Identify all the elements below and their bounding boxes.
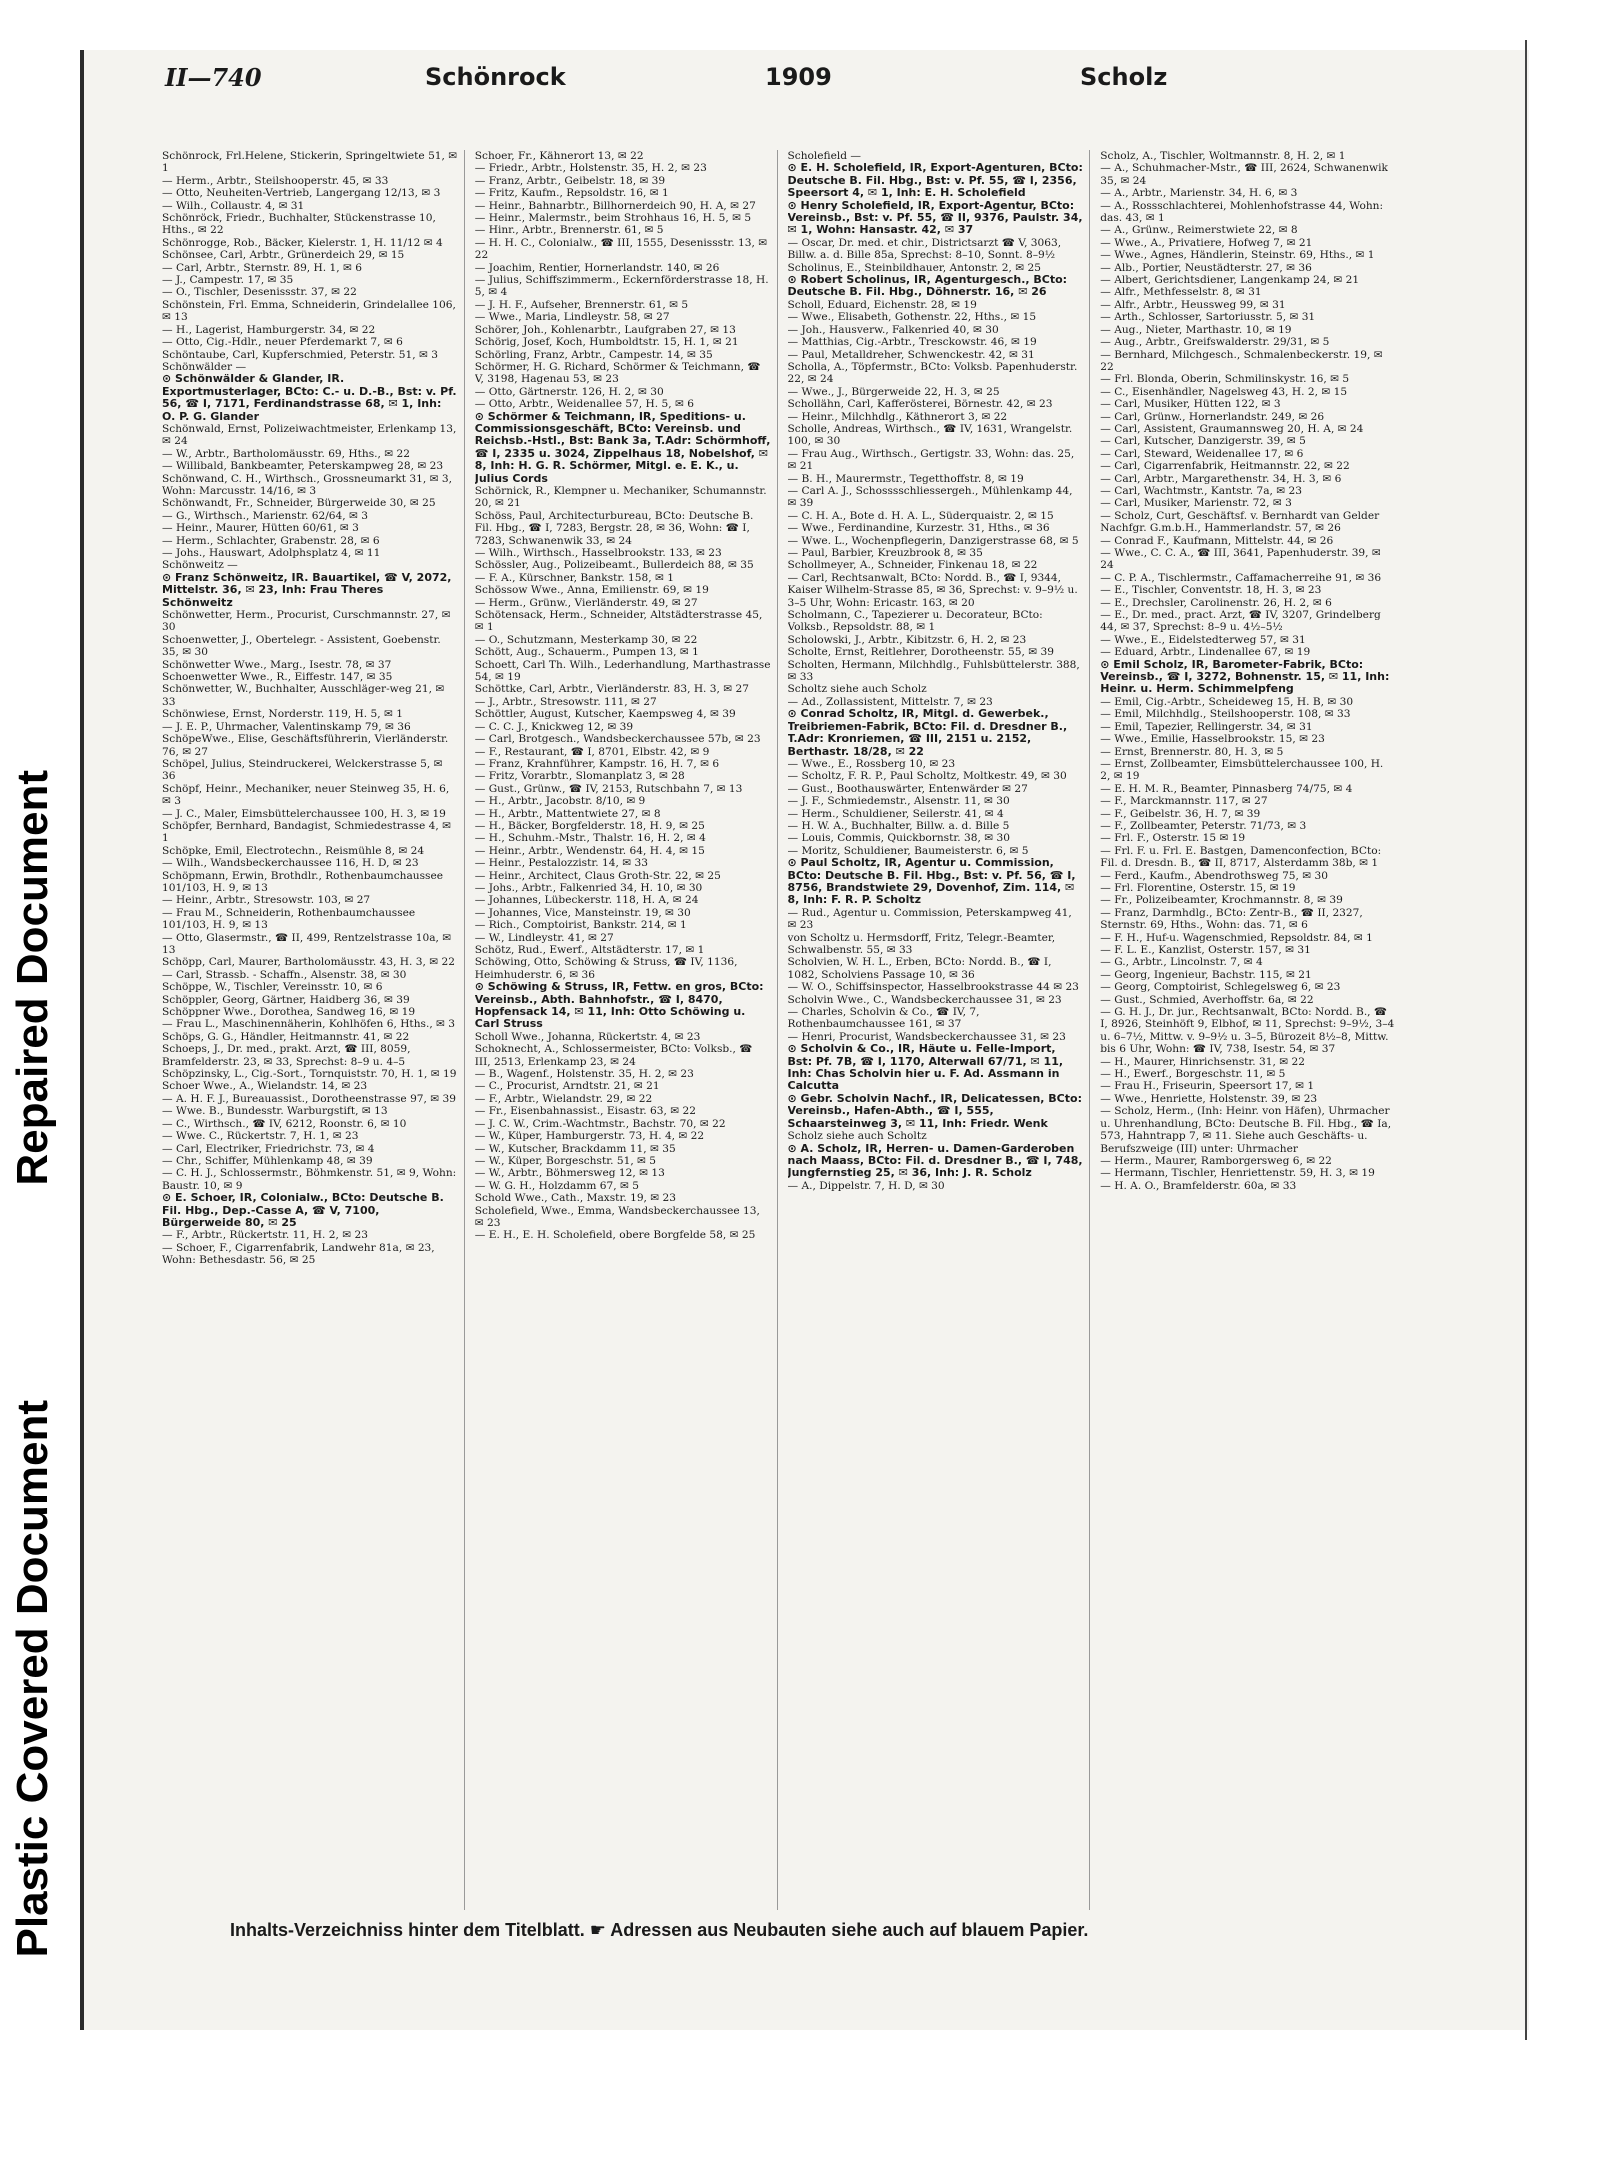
directory-entry: Scholte, Ernst, Reitlehrer, Dorotheenstr. 55, ✉ 39	[787, 646, 1054, 659]
directory-entry: — Fr., Polizeibeamter, Krochmannstr. 8, ✉ 39	[1100, 894, 1343, 907]
directory-entry: ⊙ Schöwing & Struss, IR, Fettw. en gros, BCto: Vereinsb., Abth. Bahnhofstr., ☎ I, 8470, Hopfensack 14, ✉ 11, Inh: Otto Schöwing u. Carl Struss	[474, 980, 764, 1031]
directory-entry: — A., Schuhmacher-Mstr., ☎ III, 2624, Schwanenwik 35, ✉ 24	[1100, 162, 1388, 187]
directory-entry: ⊙ Schörmer & Teichmann, IR, Speditions- u. Commissionsgeschäft, BCto: Vereinsb. und Reichsb.-Hstl., Bst: Bank 3a, T.Adr: Schörmhoff, ☎ I, 2335 u. 3024, Zippelhaus 18, Nobelshof, ✉ 8, Inh: H. G. R. Schörmer, Mitgl. e. E. K., u. Julius Cords	[474, 409, 771, 485]
directory-entry: ⊙ Paul Scholtz, IR, Agentur u. Commission, BCto: Deutsche B. Fil. Hbg., Bst: v. Pf. 56, ☎ I, 8756, Brandstwiete 29, Dovenhof, Zim. 114, ✉ 8, Inh: F. R. P. Scholtz	[787, 856, 1076, 907]
directory-entry: Schoer Wwe., A., Wielandstr. 14, ✉ 23	[162, 1080, 368, 1093]
directory-entry: Schöss, Paul, Architecturbureau, BCto: Deutsche B. Fil. Hbg., ☎ I, 7283, Bergstr. 28, ✉ 36, Wohn: ☎ I, 7283, Schwanenwik 33, ✉ 24	[474, 509, 754, 547]
directory-entry: — G. H. J., Dr. jur., Rechtsanwalt, BCto: Nordd. B., ☎ I, 8926, Steinhöft 9, Elbhof, ✉ 11, Sprechst: 9–9½, 3–4 u. 6–7½, Mittw. v. 9–9½ u. 3–5, Bürozeit 8½–8, Mittw. bis 6 Uhr, Wohn: ☎ IV, 738, Isestr. 54, ✉ 37	[1100, 1006, 1395, 1056]
directory-column	[475, 150, 778, 1910]
directory-entry: — E. H. M. R., Beamter, Pinnasberg 74/75, ✉ 4	[1100, 782, 1353, 795]
directory-entry: — G., Wirthsch., Marienstr. 62/64, ✉ 3	[162, 509, 368, 522]
directory-entry: — H. W. A., Buchhalter, Billw. a. d. Bille 5	[787, 819, 1010, 832]
directory-entry: — Carl, Musiker, Marienstr. 72, ✉ 3	[1100, 497, 1292, 510]
document-sidebar	[0, 40, 80, 2110]
directory-entry: — Ernst, Brennerstr. 80, H. 3, ✉ 5	[1100, 745, 1284, 758]
directory-entry: — Hermann, Tischler, Henriettenstr. 59, H. 3, ✉ 19	[1100, 1167, 1375, 1180]
directory-entry: Scholinus, E., Steinbildhauer, Antonstr. 2, ✉ 25	[787, 261, 1041, 274]
directory-entry: Schöpfer, Bernhard, Bandagist, Schmiedestrasse 4, ✉ 1	[162, 819, 451, 845]
directory-entry: Schönwetter, Herm., Procurist, Curschmannstr. 27, ✉ 30	[162, 609, 451, 634]
directory-entry: — Carl, Arbtr., Margarethenstr. 34, H. 3, ✉ 6	[1100, 472, 1342, 485]
directory-entry: Schönwald, Ernst, Polizeiwachtmeister, Erlenkamp 13, ✉ 24	[162, 422, 457, 448]
directory-entry: — Herm., Schlachter, Grabenstr. 28, ✉ 6	[162, 534, 380, 547]
directory-entry: — F., Arbtr., Wielandstr. 29, ✉ 22	[474, 1092, 653, 1105]
directory-entry: — Johannes, Vice, Mansteinstr. 19, ✉ 30	[474, 906, 691, 919]
directory-entry: — Ferd., Kaufm., Abendrothsweg 75, ✉ 30	[1100, 869, 1329, 882]
directory-entry: — J., Campestr. 17, ✉ 35	[162, 274, 294, 287]
directory-entry: — Frau M., Schneiderin, Rothenbaumchaussee 101/103, H. 9, ✉ 13	[162, 906, 416, 932]
directory-entry: Schoenwetter, J., Obertelegr. - Assistent, Goebenstr. 35, ✉ 30	[162, 633, 441, 659]
directory-entry: Scholtz siehe auch Scholz	[787, 683, 927, 696]
directory-entry: — Heinr., Maurer, Hütten 60/61, ✉ 3	[162, 522, 359, 535]
directory-entry: — Emil, Tapezier, Rellingerstr. 34, ✉ 31	[1100, 720, 1313, 733]
directory-entry: — J. C., Maler, Eimsbüttelerchaussee 100, H. 3, ✉ 19	[162, 807, 446, 820]
directory-entry: — E. H., E. H. Scholefield, obere Borgfelde 58, ✉ 25	[474, 1229, 756, 1242]
directory-entry: Schöpf, Heinr., Mechaniker, neuer Steinweg 35, H. 6, ✉ 3	[162, 782, 450, 808]
directory-entry: — Arth., Schlosser, Sartoriusstr. 5, ✉ 31	[1100, 311, 1316, 324]
directory-entry: Schönrogge, Rob., Bäcker, Kielerstr. 1, H. 11/12 ✉ 4	[162, 236, 443, 249]
directory-entry: — J. C. W., Crim.-Wachtmstr., Bachstr. 70, ✉ 22	[474, 1117, 726, 1130]
directory-entry: — Frau H., Friseurin, Speersort 17, ✉ 1	[1100, 1080, 1315, 1093]
directory-entry: — Albert, Gerichtsdiener, Langenkamp 24, ✉ 21	[1100, 274, 1360, 287]
directory-entry: Schöpke, Emil, Electrotechn., Reismühle 8, ✉ 24	[162, 844, 425, 857]
directory-entry: — Wwe., J., Bürgerweide 22, H. 3, ✉ 25	[787, 385, 1000, 398]
directory-entry: Schollähn, Carl, Kafferösterei, Börnestr. 42, ✉ 23	[787, 398, 1053, 411]
directory-entry: Schönsee, Carl, Arbtr., Grünerdeich 29, ✉ 15	[162, 249, 405, 262]
directory-entry: Schössow Wwe., Anna, Emilienstr. 69, ✉ 19	[474, 584, 709, 597]
directory-entry: — Wwe., Henriette, Holstenstr. 39, ✉ 23	[1100, 1092, 1318, 1105]
directory-entry: — Carl, Arbtr., Sternstr. 89, H. 1, ✉ 6	[162, 261, 362, 274]
directory-entry: — F. L. E., Kanzlist, Osterstr. 157, ✉ 31	[1100, 944, 1311, 956]
directory-entry: — Otto, Glasermstr., ☎ II, 499, Rentzelstrasse 10a, ✉ 13	[162, 931, 452, 956]
directory-entry: — Heinr., Milchhdlg., Käthnerort 3, ✉ 22	[787, 410, 1008, 423]
directory-entry: — H., Bäcker, Borgfelderstr. 18, H. 9, ✉ 25	[474, 819, 705, 832]
page-footer: Inhalts-Verzeichniss hinter dem Titelblatt. ☛ Adressen aus Neubauten siehe auch auf blauem Papier.	[230, 1920, 1089, 1940]
directory-entry: — Louis, Commis, Quickbornstr. 38, ✉ 30	[787, 832, 1010, 845]
directory-entry: — Rich., Comptoirist, Bankstr. 214, ✉ 1	[474, 919, 687, 932]
directory-entry: — C. C. J., Knickweg 12, ✉ 39	[474, 720, 634, 733]
directory-entry: — Carl, Strassb. - Schaffn., Alsenstr. 38, ✉ 30	[162, 968, 407, 981]
directory-entry: — F., Zollbeamter, Peterstr. 71/73, ✉ 3	[1100, 819, 1307, 832]
directory-entry: — Carl, Kutscher, Danzigerstr. 39, ✉ 5	[1100, 435, 1306, 448]
directory-entry: — Wwe., A., Privatiere, Hofweg 7, ✉ 21	[1100, 236, 1313, 249]
directory-entry: Schollmeyer, A., Schneider, Finkenau 18, ✉ 22	[787, 559, 1038, 572]
directory-entry: — Frl. F. u. Frl. E. Bastgen, Damenconfection, BCto: Fil. d. Dresdn. B., ☎ II, 8717, Alsterdamm 38b, ✉ 1	[1100, 844, 1382, 870]
directory-entry: — Wwe., Elisabeth, Gothenstr. 22, Hths., ✉ 15	[787, 311, 1037, 324]
directory-entry: — B. H., Maurermstr., Tegetthoffstr. 8, ✉ 19	[787, 472, 1024, 485]
directory-entry: — Johannes, Lübeckerstr. 118, H. A, ✉ 24	[474, 894, 699, 907]
directory-entry: — H., Lagerist, Hamburgerstr. 34, ✉ 22	[162, 323, 376, 336]
directory-entry: Schöttler, August, Kutscher, Kaempsweg 4, ✉ 39	[474, 708, 736, 721]
directory-entry: Scholl Wwe., Johanna, Rückertstr. 4, ✉ 23	[474, 1030, 701, 1043]
directory-entry: — A. H. F. J., Bureauassist., Dorotheenstrasse 97, ✉ 39	[162, 1092, 457, 1105]
directory-entry: — Wwe., Ferdinandine, Kurzestr. 31, Hths., ✉ 36	[787, 522, 1050, 535]
directory-entry: — W., Küper, Borgeschstr. 51, ✉ 5	[474, 1154, 657, 1167]
directory-entry: — Carl, Wachtmstr., Kantstr. 7a, ✉ 23	[1100, 484, 1303, 497]
directory-entry: Schoknecht, A., Schlossermeister, BCto: Volksb., ☎ III, 2513, Erlenkamp 23, ✉ 24	[474, 1043, 753, 1068]
directory-entry: — Otto, Neuheiten-Vertrieb, Langergang 12/13, ✉ 3	[162, 187, 441, 200]
directory-entry: — Wilh., Wandsbeckerchaussee 116, H. D, ✉ 23	[162, 857, 419, 870]
directory-entry: ⊙ E. H. Scholefield, IR, Export-Agenturen, BCto: Deutsche B. Fil. Hbg., Bst: v. Pf. 55, ☎ I, 2356, Speersort 4, ✉ 1, Inh: E. H. Scholefield	[787, 161, 1083, 200]
directory-entry: — Alb., Portier, Neustädterstr. 27, ✉ 36	[1100, 261, 1312, 274]
directory-entry: Schörer, Joh., Kohlenarbtr., Laufgraben 27, ✉ 13	[474, 323, 736, 336]
directory-entry: — C., Eisenhändler, Nagelsweg 43, H. 2, ✉ 15	[1100, 385, 1348, 398]
directory-entry: Schoer, Fr., Kähnerort 13, ✉ 22	[474, 150, 644, 162]
directory-entry: — H., Ewerf., Borgeschstr. 11, ✉ 5	[1100, 1068, 1286, 1081]
directory-entry: Schöppner Wwe., Dorothea, Sandweg 16, ✉ 19	[162, 1006, 416, 1019]
directory-entry: Schönröck, Friedr., Buchhalter, Stückenstrasse 10, Hths., ✉ 22	[162, 212, 436, 237]
directory-entry: Scholmann, C., Tapezierer u. Decorateur, BCto: Volksb., Repsoldstr. 88, ✉ 1	[787, 609, 1043, 634]
directory-entry: — Carl, Grünw., Hornerlandstr. 249, ✉ 26	[1100, 410, 1325, 423]
directory-entry: Schöttke, Carl, Arbtr., Vierländerstr. 83, H. 3, ✉ 27	[474, 683, 749, 696]
directory-entry: — Charles, Scholvin & Co., ☎ IV, 7, Rothenbaumchaussee 161, ✉ 37	[787, 1006, 980, 1031]
directory-entry: — F. A., Kürschner, Bankstr. 158, ✉ 1	[474, 571, 674, 584]
directory-entry: — Carl, Rechtsanwalt, BCto: Nordd. B., ☎ I, 9344, Kaiser Wilhelm-Strasse 85, ✉ 36, Sprechst: v. 9–9½ u. 3–5 Uhr, Wohn: Ericastr. 163, ✉ 20	[787, 571, 1078, 609]
directory-entry: — Wwe. L., Wochenpflegerin, Danzigerstrasse 68, ✉ 5	[787, 534, 1079, 547]
directory-entry: — Johs., Arbtr., Falkenried 34, H. 10, ✉ 30	[474, 881, 703, 894]
directory-entry: — Wwe., E., Rossberg 10, ✉ 23	[787, 757, 956, 770]
directory-entry: — Friedr., Arbtr., Holstenstr. 35, H. 2, ✉ 23	[474, 162, 707, 175]
directory-entry: Schoeps, J., Dr. med., prakt. Arzt, ☎ III, 8059, Bramfelderstr. 23, ✉ 33, Sprechst: 8–9 u. 4–5	[162, 1043, 411, 1068]
directory-entry: Scholowski, J., Arbtr., Kibitzstr. 6, H. 2, ✉ 23	[787, 633, 1027, 646]
directory-entry: — Schoer, F., Cigarrenfabrik, Landwehr 81a, ✉ 23, Wohn: Bethesdastr. 56, ✉ 25	[162, 1241, 435, 1267]
directory-entry: — Rud., Agentur u. Commission, Peterskampweg 41, ✉ 23	[787, 906, 1072, 932]
directory-entry: — E., Drechsler, Carolinenstr. 26, H. 2, ✉ 6	[1100, 596, 1332, 609]
sheet-edge	[1525, 40, 1527, 2040]
directory-entry: — E., Dr. med., pract. Arzt, ☎ IV, 3207, Grindelberg 44, ✉ 37, Sprechst: 8–9 u. 4½–5½	[1100, 609, 1381, 634]
directory-entry: — Alfr., Methfesselstr. 8, ✉ 31	[1100, 286, 1262, 299]
directory-entry: — W., Lindleystr. 41, ✉ 27	[474, 931, 614, 944]
directory-entry: — Eduard, Arbtr., Lindenallee 67, ✉ 19	[1100, 646, 1311, 659]
directory-entry: — J. E. P., Uhrmacher, Valentinskamp 79, ✉ 36	[162, 720, 411, 733]
directory-entry: Schöwing, Otto, Schöwing & Struss, ☎ IV, 1136, Heimhuderstr. 6, ✉ 36	[474, 956, 738, 981]
directory-entry: — Joh., Hausverw., Falkenried 40, ✉ 30	[787, 323, 999, 336]
directory-entry: — F., Marckmannstr. 117, ✉ 27	[1100, 795, 1268, 808]
directory-entry: — Franz, Krahnführer, Kampstr. 16, H. 7, ✉ 6	[474, 757, 720, 770]
directory-entry: — F. H., Huf-u. Wagenschmied, Repsoldstr. 84, ✉ 1	[1100, 931, 1373, 944]
directory-entry: ⊙ Emil Scholz, IR, Barometer-Fabrik, BCto: Vereinsb., ☎ I, 3272, Bohnenstr. 15, ✉ 11, Inh: Heinr. u. Herm. Schimmelpfeng	[1100, 657, 1390, 696]
directory-entry: — Gust., Boothauswärter, Entenwärder ✉ 27	[787, 782, 1028, 795]
directory-entry: — Bernhard, Milchgesch., Schmalenbeckerstr. 19, ✉ 22	[1100, 348, 1383, 373]
directory-entry: ⊙ E. Schoer, IR, Colonialw., BCto: Deutsche B. Fil. Hbg., Dep.-Casse A, ☎ V, 7100, Bürgerweide 80, ✉ 25	[162, 1191, 444, 1229]
directory-entry: — Wwe., E., Eidelstedterweg 57, ✉ 31	[1100, 633, 1306, 646]
directory-entry: — Herm., Arbtr., Steilshooperstr. 45, ✉ 33	[162, 174, 389, 187]
directory-entry: — Wwe. C., Rückertstr. 7, H. 1, ✉ 23	[162, 1130, 359, 1143]
directory-entry: — Heinr., Bahnarbtr., Billhornerdeich 90, H. A, ✉ 27	[474, 199, 756, 212]
directory-entry: — C. H. J., Schlossermstr., Böhmkenstr. 51, ✉ 9, Wohn: Baustr. 10, ✉ 9	[162, 1167, 457, 1192]
directory-entry: — F., Arbtr., Rückertstr. 11, H. 2, ✉ 23	[162, 1229, 368, 1242]
directory-entry: — F., Geibelstr. 36, H. 7, ✉ 39	[1100, 807, 1261, 820]
directory-entry: — Otto, Cig.-Hdlr., neuer Pferdemarkt 7, ✉ 6	[162, 336, 403, 349]
directory-entry: — Fr., Eisenbahnassist., Eisastr. 63, ✉ 22	[474, 1105, 696, 1118]
directory-entry: — Johs., Hauswart, Adolphsplatz 4, ✉ 11	[162, 547, 381, 559]
directory-entry: — E., Tischler, Conventstr. 18, H. 3, ✉ 23	[1100, 584, 1322, 597]
directory-entry: Schoett, Carl Th. Wilh., Lederhandlung, Marthastrasse 54, ✉ 19	[474, 658, 771, 684]
directory-entry: — Carl, Assistent, Graumannsweg 20, H. A, ✉ 24	[1100, 422, 1364, 435]
directory-entry: — O., Schutzmann, Mesterkamp 30, ✉ 22	[474, 633, 698, 646]
directory-entry: — Herm., Maurer, Ramborgersweg 6, ✉ 22	[1100, 1154, 1332, 1167]
directory-entry: — Carl A. J., Schosssschliessergeh., Mühlenkamp 44, ✉ 39	[787, 484, 1073, 510]
directory-entry: — Matthias, Cig.-Arbtr., Tresckowstr. 46, ✉ 19	[787, 336, 1037, 349]
directory-entry: — W., Küper, Hamburgerstr. 73, H. 4, ✉ 22	[474, 1130, 705, 1143]
directory-entry: — Gust., Grünw., ☎ IV, 2153, Rutschbahn 7, ✉ 13	[474, 782, 743, 795]
directory-entry: — G., Arbtr., Lincolnstr. 7, ✉ 4	[1100, 956, 1263, 969]
directory-entry: — Fritz, Vorarbtr., Slomanplatz 3, ✉ 28	[474, 770, 685, 783]
directory-entry: — H., Arbtr., Jacobstr. 8/10, ✉ 9	[474, 795, 646, 808]
directory-entry: Schöntaube, Carl, Kupferschmied, Peterstr. 51, ✉ 3	[162, 348, 438, 361]
directory-entry: — Hinr., Arbtr., Brennerstr. 61, ✉ 5	[474, 224, 664, 237]
header-year: 1909	[765, 63, 832, 91]
directory-entry: Schöpel, Julius, Steindruckerei, Welckerstrasse 5, ✉ 36	[162, 757, 443, 783]
directory-entry: — J. H. F., Aufseher, Brennerstr. 61, ✉ 5	[474, 298, 689, 311]
page-number: II—740	[165, 63, 262, 92]
directory-entry: — C. P. A., Tischlermstr., Caffamacherreihe 91, ✉ 36	[1100, 571, 1382, 584]
directory-entry: Schötz, Rud., Ewerf., Altstädterstr. 17, ✉ 1	[474, 944, 705, 956]
directory-entry: ⊙ A. Scholz, IR, Herren- u. Damen-Garderoben nach Maass, BCto: Fil. d. Dresdner B., ☎ I, 748, Jungfernstieg 25, ✉ 36, Inh: J. R. Scholz	[787, 1141, 1083, 1180]
directory-entry: Schönwälder —	[162, 360, 247, 373]
directory-entry: — Frl. Blonda, Oberin, Schmilinskystr. 16, ✉ 5	[1100, 373, 1350, 386]
directory-entry: Schönwiese, Ernst, Norderstr. 119, H. 5, ✉ 1	[162, 708, 403, 721]
directory-entry: — W., Arbtr., Bartholomäusstr. 69, Hths., ✉ 22	[162, 447, 410, 460]
directory-entry: — C., Wirthsch., ☎ IV, 6212, Roonstr. 6, ✉ 10	[162, 1117, 407, 1130]
directory-entry: Schönwandt, Fr., Schneider, Bürgerweide 30, ✉ 25	[162, 497, 436, 510]
directory-entry: Schörnick, R., Klempner u. Mechaniker, Schumannstr. 20, ✉ 21	[474, 484, 767, 510]
directory-entry: ⊙ Franz Schönweitz, IR. Bauartikel, ☎ V, 2072, Mittelstr. 36, ✉ 23, Inh: Frau Theres Schönweitz	[162, 570, 452, 609]
directory-entry: — Herm., Schuldiener, Seilerstr. 41, ✉ 4	[787, 807, 1004, 820]
directory-entry: — Otto, Gärtnerstr. 126, H. 2, ✉ 30	[474, 385, 664, 398]
directory-entry: — Franz, Darmhdlg., BCto: Zentr-B., ☎ II, 2327, Sternstr. 69, Hths., Wohn: das. 71, ✉ 6	[1100, 906, 1363, 932]
directory-entry: Schöpp, Carl, Maurer, Bartholomäusstr. 43, H. 3, ✉ 22	[162, 956, 455, 969]
directory-entry: — Aug., Nieter, Marthastr. 10, ✉ 19	[1100, 323, 1292, 336]
directory-entry: — A., Dippelstr. 7, H. D, ✉ 30	[787, 1179, 945, 1192]
directory-entry: — Chr., Schiffer, Mühlenkamp 48, ✉ 39	[162, 1154, 373, 1167]
directory-entry: — Aug., Arbtr., Greifswalderstr. 29/31, ✉ 5	[1100, 336, 1330, 349]
directory-entry: — W., Kutscher, Brackdamm 11, ✉ 35	[474, 1142, 676, 1155]
directory-column	[162, 150, 465, 1910]
directory-entry: — H., Maurer, Hinrichsenstr. 31, ✉ 22	[1100, 1055, 1305, 1068]
directory-entry: — Franz, Arbtr., Geibelstr. 18, ✉ 39	[474, 174, 666, 187]
directory-entry: — A., Grünw., Reimerstwiete 22, ✉ 8	[1100, 224, 1298, 237]
directory-entry: — W. G. H., Holzdamm 67, ✉ 5	[474, 1179, 639, 1192]
directory-entry: Scholvin Wwe., C., Wandsbeckerchaussee 31, ✉ 23	[787, 993, 1062, 1006]
directory-columns	[162, 150, 1402, 1910]
directory-entry: — Carl, Brotgesch., Wandsbeckerchaussee 57b, ✉ 23	[474, 733, 761, 746]
directory-entry: — Heinr., Malermstr., beim Strohhaus 16, H. 5, ✉ 5	[474, 212, 752, 225]
directory-entry: Schönwetter Wwe., Marg., Isestr. 78, ✉ 37	[162, 658, 392, 671]
directory-entry: — C. H. A., Bote d. H. A. L., Süderquaistr. 2, ✉ 15	[787, 509, 1054, 522]
directory-entry: Schörling, Franz, Arbtr., Campestr. 14, ✉ 35	[474, 348, 713, 361]
directory-entry: Schörig, Josef, Koch, Humboldtstr. 15, H. 1, ✉ 21	[474, 336, 739, 349]
directory-entry: Schönweitz —	[162, 559, 238, 572]
directory-column	[1100, 150, 1402, 1910]
directory-entry: — Gust., Schmied, Averhoffstr. 6a, ✉ 22	[1100, 993, 1314, 1006]
directory-entry: Schössler, Aug., Polizeibeamt., Bullerdeich 88, ✉ 35	[474, 559, 754, 572]
directory-entry: — Joachim, Rentier, Hornerlandstr. 140, ✉ 26	[474, 261, 720, 274]
directory-entry: — Paul, Metalldreher, Schwenckestr. 42, ✉ 31	[787, 348, 1035, 361]
directory-entry: — O., Tischler, Desenissstr. 37, ✉ 22	[162, 286, 357, 299]
directory-entry: — H., Schuhm.-Mstr., Thalstr. 16, H. 2, ✉ 4	[474, 832, 706, 845]
directory-entry: — Heinr., Arbtr., Stresowstr. 103, ✉ 27	[162, 894, 371, 907]
header-right-word: Scholz	[1080, 63, 1168, 91]
directory-entry: — Wwe., Maria, Lindleystr. 58, ✉ 27	[474, 311, 670, 324]
directory-entry: — W., Arbtr., Böhmersweg 12, ✉ 13	[474, 1167, 665, 1180]
directory-entry: von Scholtz u. Hermsdorff, Fritz, Telegr.-Beamter, Schwalbenstr. 55, ✉ 33	[787, 931, 1056, 956]
directory-entry: — A., Arbtr., Marienstr. 34, H. 6, ✉ 3	[1100, 187, 1298, 200]
directory-entry: — Carl, Musiker, Hütten 122, ✉ 3	[1100, 398, 1281, 411]
directory-entry: — Conrad F., Kaufmann, Mittelstr. 44, ✉ 26	[1100, 534, 1334, 547]
directory-entry: — H., Arbtr., Mattentwiete 27, ✉ 8	[474, 807, 661, 820]
directory-entry: Schörmer, H. G. Richard, Schörmer & Teichmann, ☎ V, 3198, Hagenau 53, ✉ 23	[474, 360, 761, 386]
directory-entry: — Willibald, Bankbeamter, Peterskampweg 28, ✉ 23	[162, 460, 444, 473]
directory-entry: Scholz siehe auch Scholtz	[787, 1130, 927, 1143]
directory-entry: — Herm., Grünw., Vierländerstr. 49, ✉ 27	[474, 596, 698, 609]
directory-entry: Scholle, Andreas, Wirthsch., ☎ IV, 1631, Wrangelstr. 100, ✉ 30	[787, 422, 1073, 448]
directory-entry: ⊙ Conrad Scholtz, IR, Mitgl. d. Gewerbek., Treibriemen-Fabrik, BCto: Fil. d. Dresdner B., T.Adr: Kronriemen, ☎ III, 2151 u. 2152, Berthastr. 18/28, ✉ 22	[787, 707, 1068, 758]
directory-entry: — Moritz, Schuldiener, Baumeisterstr. 6, ✉ 5	[787, 844, 1029, 857]
directory-entry: — Georg, Comptoirist, Schlegelsweg 6, ✉ 23	[1100, 981, 1341, 994]
directory-entry: Schönrock, Frl.Helene, Stickerin, Springeltwiete 51, ✉ 1	[162, 150, 458, 175]
directory-entry: — Heinr., Architect, Claus Groth-Str. 22, ✉ 25	[474, 869, 721, 882]
directory-entry: — Wwe., Agnes, Händlerin, Steinstr. 69, Hths., ✉ 1	[1100, 249, 1375, 262]
directory-entry: — Fritz, Kaufm., Repsoldstr. 16, ✉ 1	[474, 187, 669, 200]
directory-entry: — Scholz, Curt, Geschäftsf. v. Bernhardt van Gelder Nachfgr. G.m.b.H., Hammerlandstr. 57, ✉ 26	[1100, 509, 1380, 535]
directory-entry: — Scholz, Herm., (Inh: Heinr. von Häfen), Uhrmacher u. Uhrenhandlung, BCto: Deutsche B. Fil. Hbg., ☎ Ia, 573, Hahntrapp 7, ✉ 11. Siehe auch Geschäfts- u. Berufszweige (III) unter: Uhrmacher	[1100, 1105, 1392, 1155]
directory-entry: Scholefield, Wwe., Emma, Wandsbeckerchaussee 13, ✉ 23	[474, 1204, 760, 1229]
directory-entry: — F., Restaurant, ☎ I, 8701, Elbstr. 42, ✉ 9	[474, 745, 710, 758]
directory-entry: — Frau L., Maschinennäherin, Kohlhöfen 6, Hths., ✉ 3	[162, 1018, 456, 1031]
directory-entry: — J., Arbtr., Stresowstr. 111, ✉ 27	[474, 695, 657, 708]
directory-entry: — Frl. F., Osterstr. 15 ✉ 19	[1100, 832, 1246, 845]
directory-entry: Schönwand, C. H., Wirthsch., Grossneumarkt 31, ✉ 3, Wohn: Marcusstr. 14/16, ✉ 3	[162, 472, 452, 497]
directory-entry: Scholz, A., Tischler, Woltmannstr. 8, H. 2, ✉ 1	[1100, 150, 1346, 162]
directory-entry: — Wwe., C. C. A., ☎ III, 3641, Papenhuderstr. 39, ✉ 24	[1100, 547, 1381, 572]
plastic-covered-label: Plastic Covered Document	[8, 1400, 57, 1958]
directory-entry: — Scholtz, F. R. P., Paul Scholtz, Moltkestr. 49, ✉ 30	[787, 770, 1067, 783]
directory-entry: Schötensack, Herm., Schneider, Altstädterstrasse 45, ✉ 1	[474, 609, 763, 634]
directory-entry: — Ernst, Zollbeamter, Eimsbüttelerchaussee 100, H. 2, ✉ 19	[1100, 757, 1384, 783]
directory-entry: Schött, Aug., Schauerm., Pumpen 13, ✉ 1	[474, 646, 699, 659]
directory-entry: — Otto, Arbtr., Weidenallee 57, H. 5, ✉ 6	[474, 398, 694, 411]
directory-entry: ⊙ Schönwälder & Glander, IR. Exportmusterlager, BCto: C.- u. D.-B., Bst: v. Pf. 56, ☎ I, 7171, Ferdinandstrasse 68, ✉ 1, Inh: O. P. G. Glander	[162, 372, 457, 423]
directory-entry: Schöps, G. G., Händler, Heitmannstr. 41, ✉ 22	[162, 1030, 410, 1043]
directory-entry: — A., Rossschlachterei, Mohlenhofstrasse 44, Wohn: das. 43, ✉ 1	[1100, 199, 1384, 225]
directory-entry: Schold Wwe., Cath., Maxstr. 19, ✉ 23	[474, 1192, 677, 1205]
directory-entry: — Alfr., Arbtr., Heussweg 99, ✉ 31	[1100, 298, 1286, 311]
directory-entry: Scholten, Hermann, Milchhdlg., Fuhlsbüttelerstr. 388, ✉ 33	[787, 658, 1080, 684]
directory-entry: Scholvien, W. H. L., Erben, BCto: Nordd. B., ☎ I, 1082, Scholviens Passage 10, ✉ 36	[787, 956, 1052, 981]
directory-entry: ⊙ Henry Scholefield, IR, Export-Agentur, BCto: Vereinsb., Bst: v. Pf. 55, ☎ II, 9376, Paulstr. 34, ✉ 1, Wohn: Hansastr. 42, ✉ 37	[787, 198, 1083, 237]
directory-entry: — Julius, Schiffszimmerm., Eckernförderstrasse 18, H. 5, ✉ 4	[474, 274, 769, 299]
directory-entry: — C., Procurist, Arndtstr. 21, ✉ 21	[474, 1080, 660, 1093]
directory-entry: Schöpzinsky, L., Cig.-Sort., Tornquiststr. 70, H. 1, ✉ 19	[162, 1068, 457, 1081]
directory-entry: — Henri, Procurist, Wandsbeckerchaussee 31, ✉ 23	[787, 1030, 1066, 1043]
directory-entry: — Wwe., Emilie, Hasselbrookstr. 15, ✉ 23	[1100, 733, 1325, 746]
directory-entry: — Wwe. B., Bundesstr. Warburgstift, ✉ 13	[162, 1105, 388, 1118]
directory-entry: Schoenwetter Wwe., R., Eiffestr. 147, ✉ 35	[162, 671, 393, 684]
header-left-word: Schönrock	[425, 63, 566, 91]
repaired-document-label: Repaired Document	[8, 770, 57, 1186]
directory-entry: Schönstein, Frl. Emma, Schneiderin, Grindelallee 106, ✉ 13	[162, 298, 456, 324]
directory-entry: — Carl, Cigarrenfabrik, Heitmannstr. 22, ✉ 22	[1100, 460, 1350, 473]
directory-entry: ⊙ Gebr. Scholvin Nachf., IR, Delicatessen, BCto: Vereinsb., Hafen-Abth., ☎ I, 555, Schaarsteinweg 3, ✉ 11, Inh: Friedr. Wenk	[787, 1091, 1082, 1130]
directory-entry: — Georg, Ingenieur, Bachstr. 115, ✉ 21	[1100, 968, 1312, 981]
directory-entry: Scholla, A., Töpfermstr., BCto: Volksb. Papenhuderstr. 22, ✉ 24	[787, 360, 1078, 386]
directory-entry: — Carl, Steward, Weidenallee 17, ✉ 6	[1100, 447, 1304, 460]
directory-entry: — Emil, Milchhdlg., Steilshooperstr. 108, ✉ 33	[1100, 708, 1351, 721]
directory-entry: — Frau Aug., Wirthsch., Gertigstr. 33, Wohn: das. 25, ✉ 21	[787, 447, 1075, 473]
directory-entry: — Oscar, Dr. med. et chir., Districtsarzt ☎ V, 3063, Billw. a. d. Bille 85a, Sprechst: 8–10, Sonnt. 8–9½	[787, 236, 1062, 262]
directory-entry: — B., Wagenf., Holstenstr. 35, H. 2, ✉ 23	[474, 1068, 694, 1081]
directory-entry: — Carl, Electriker, Friedrichstr. 73, ✉ 4	[162, 1142, 375, 1155]
directory-entry: — H. A. O., Bramfelderstr. 60a, ✉ 33	[1100, 1179, 1297, 1192]
directory-entry: — Wilh., Collaustr. 4, ✉ 31	[162, 199, 305, 212]
directory-entry: Schöppe, W., Tischler, Vereinsstr. 10, ✉ 6	[162, 981, 383, 994]
directory-entry: — Ad., Zollassistent, Mittelstr. 7, ✉ 23	[787, 695, 993, 708]
directory-entry: — J. F., Schmiedemstr., Alsenstr. 11, ✉ 30	[787, 795, 1010, 808]
directory-entry: — Frl. Florentine, Osterstr. 15, ✉ 19	[1100, 881, 1296, 894]
directory-entry: — Paul, Barbier, Kreuzbrook 8, ✉ 35	[787, 547, 983, 559]
directory-entry: — H. H. C., Colonialw., ☎ III, 1555, Desenissstr. 13, ✉ 22	[474, 236, 768, 262]
directory-entry: Schönwetter, W., Buchhalter, Ausschläger-weg 21, ✉ 33	[162, 683, 445, 708]
directory-entry: — Emil, Cig.-Arbtr., Scheideweg 15, H. B, ✉ 30	[1100, 695, 1354, 708]
directory-entry: Schöpmann, Erwin, Brothdlr., Rothenbaumchaussee 101/103, H. 9, ✉ 13	[162, 869, 444, 894]
directory-entry: — Heinr., Arbtr., Wendenstr. 64, H. 4, ✉ 15	[474, 844, 705, 857]
directory-entry: ⊙ Scholvin & Co., IR, Häute u. Felle-Import, Bst: Pf. 7B, ☎ I, 1170, Alterwall 67/71, ✉ 11, Inh: Chas Scholvin hier u. F. Ad. Assmann in Calcutta	[787, 1042, 1064, 1093]
directory-column	[788, 150, 1091, 1910]
directory-entry: ⊙ Robert Scholinus, IR, Agenturgesch., BCto: Deutsche B. Fil. Hbg., Döhnerstr. 16, ✉ 26	[787, 273, 1068, 299]
directory-entry: — Wilh., Wirthsch., Hasselbrookstr. 133, ✉ 23	[474, 547, 722, 559]
directory-entry: Scholl, Eduard, Eichenstr. 28, ✉ 19	[787, 298, 977, 311]
page-header	[80, 55, 1380, 95]
directory-entry: Schöppler, Georg, Gärtner, Haidberg 36, ✉ 39	[162, 993, 410, 1006]
directory-entry: — W. O., Schiffsinspector, Hasselbrookstrasse 44 ✉ 23	[787, 981, 1079, 994]
directory-entry: SchöpeWwe., Elise, Geschäftsführerin, Vierländerstr. 76, ✉ 27	[162, 733, 449, 758]
directory-entry: Scholefield —	[787, 150, 862, 162]
directory-entry: — Heinr., Pestalozzistr. 14, ✉ 33	[474, 857, 648, 870]
